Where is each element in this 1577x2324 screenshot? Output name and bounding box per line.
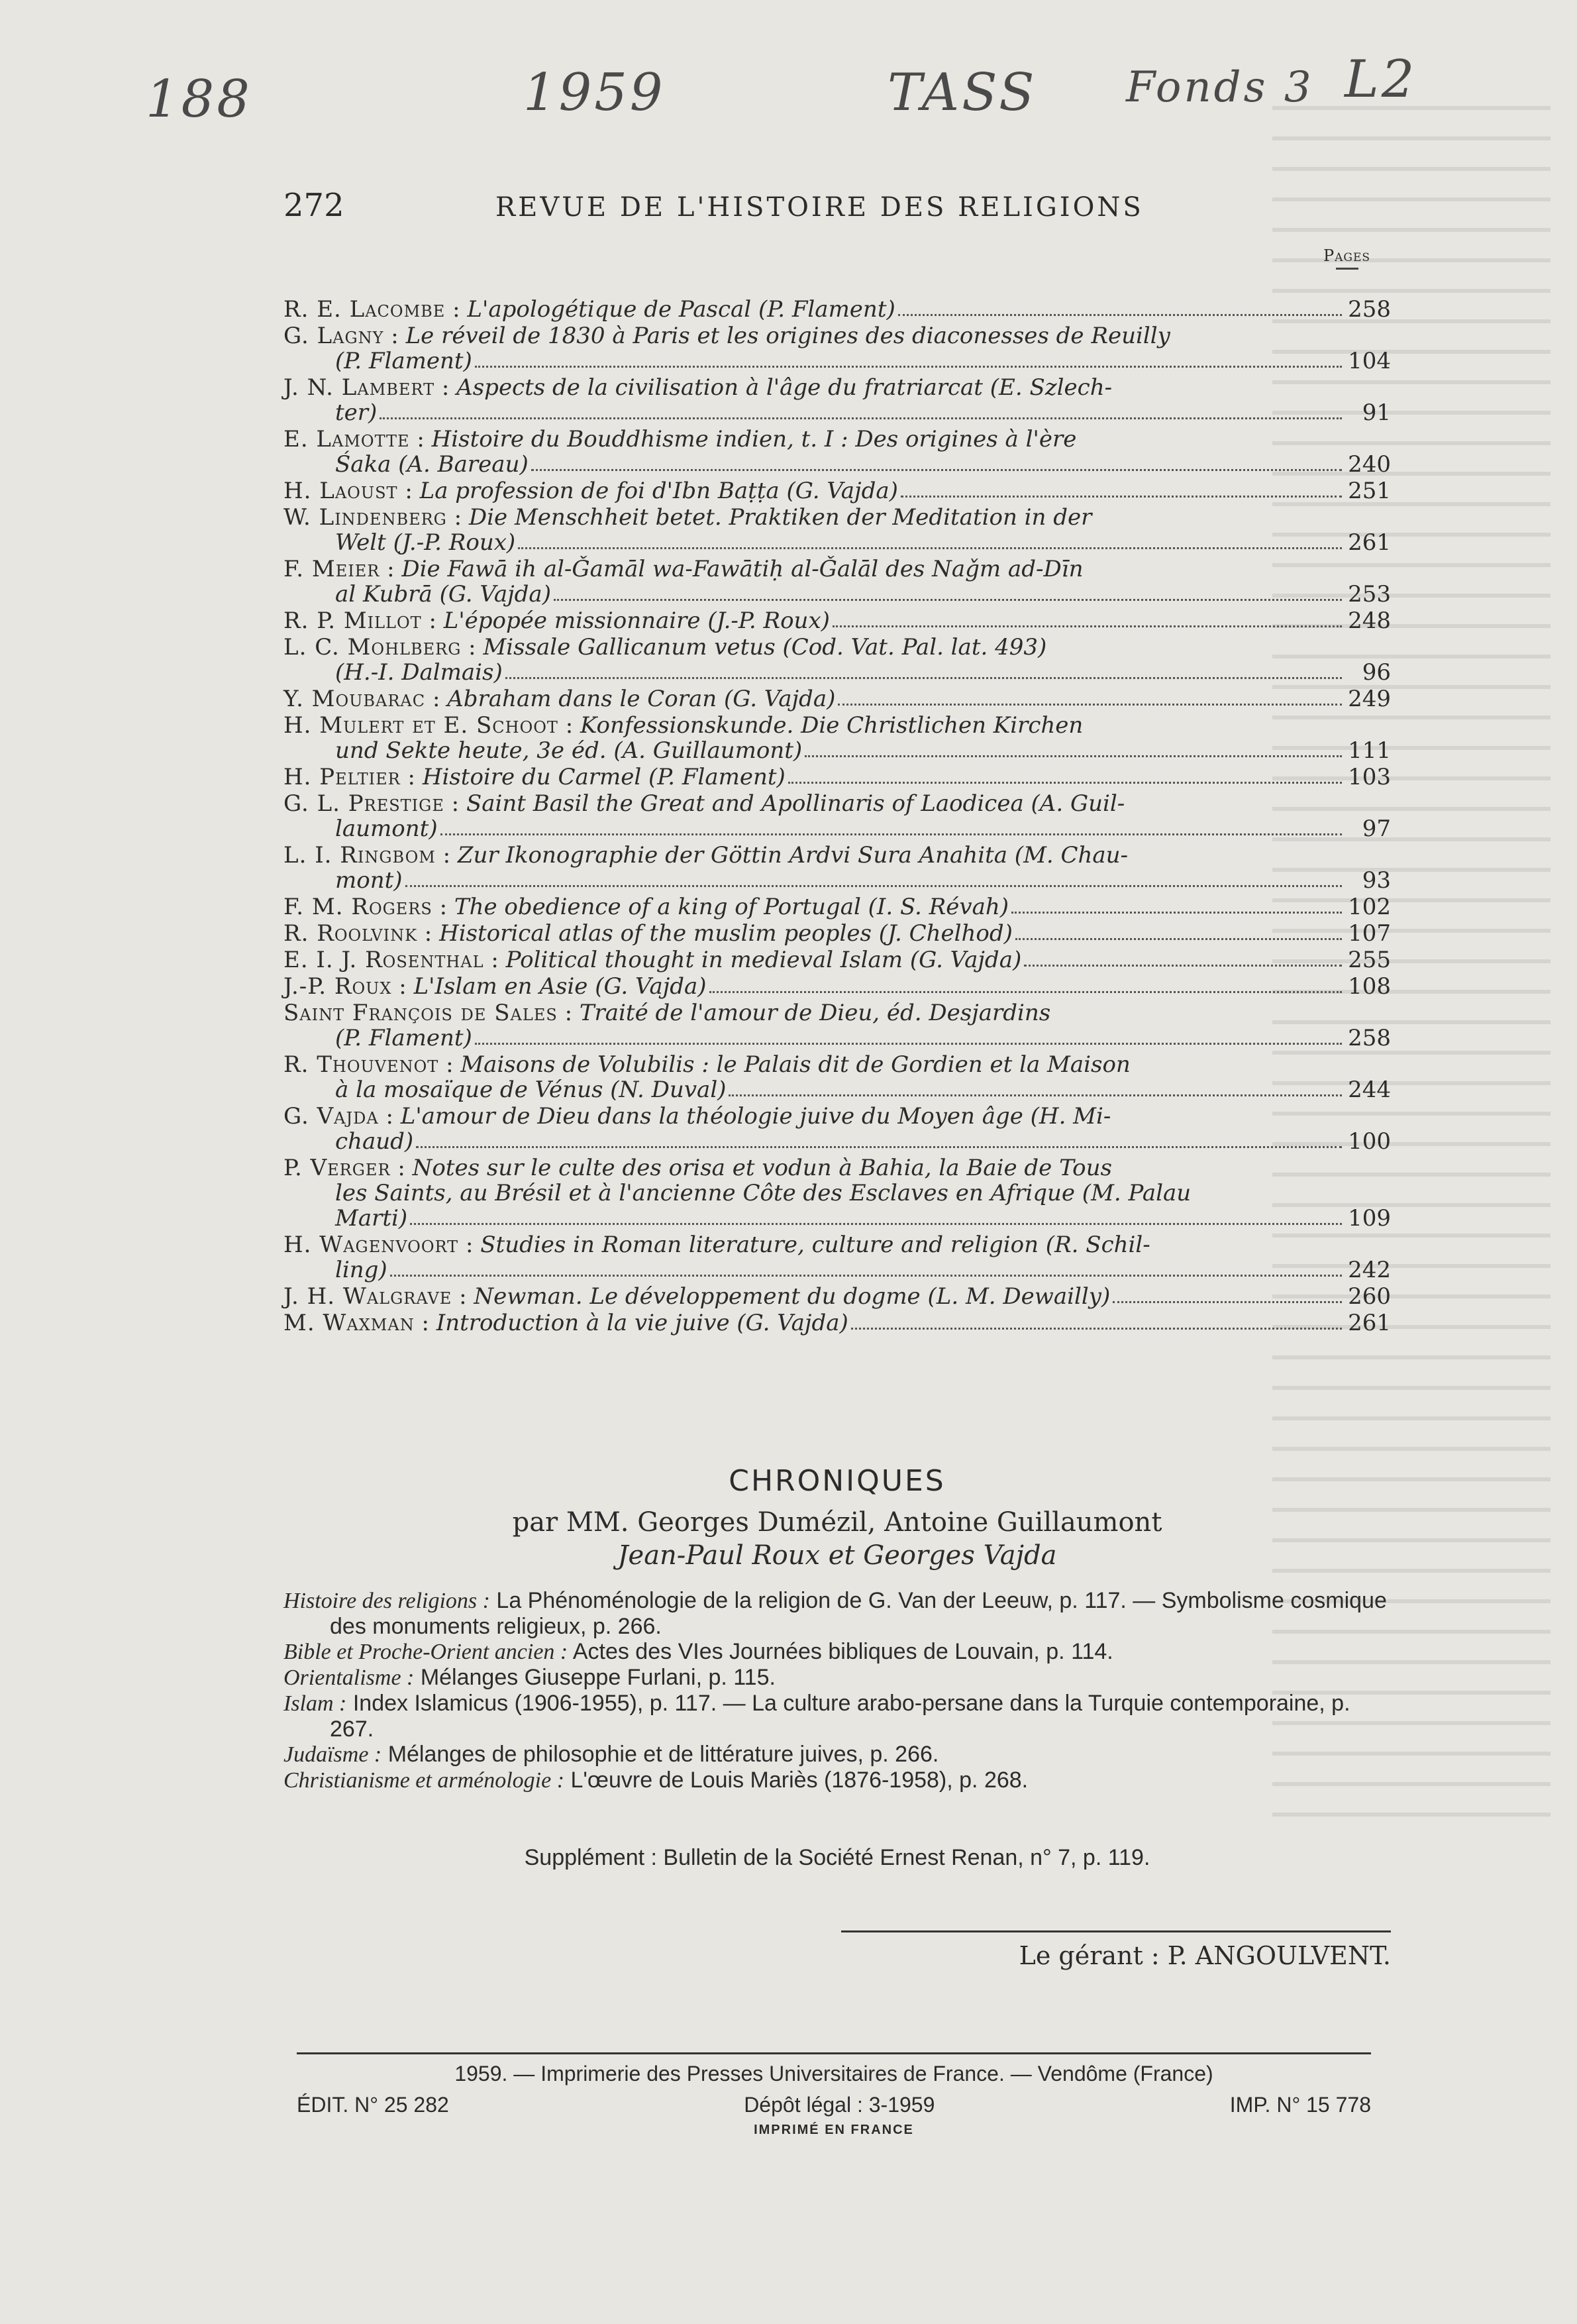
index-entry	[283, 1284, 1391, 1309]
separator: :	[378, 1103, 401, 1130]
running-title: REVUE DE L'HISTOIRE DES RELIGIONS	[495, 192, 1144, 223]
entry-title: Welt (J.-P. Roux)	[335, 529, 516, 556]
entry-author: J. N. Lambert	[283, 374, 435, 401]
entry-title: Historical atlas of the muslim peoples (J. Chelhod)	[439, 920, 1013, 947]
separator: :	[380, 556, 402, 582]
entry-line	[283, 894, 1391, 920]
entry-title: L'amour de Dieu dans la théologie juive du Moyen âge (H. Mi-	[400, 1103, 1111, 1130]
entry-title: ter)	[335, 399, 378, 426]
entry-line	[283, 1310, 1391, 1336]
entry-line	[283, 323, 1391, 348]
handwritten-annotations	[0, 50, 1577, 156]
entry-author: Y. Moubarac	[283, 686, 426, 712]
handwritten-note: L2	[1345, 50, 1417, 109]
leader-dots	[838, 697, 1342, 706]
separator: :	[438, 1051, 461, 1078]
entry-title: und Sekte heute, 3e éd. (A. Guillaumont)	[335, 737, 803, 764]
index-entry	[283, 1052, 1391, 1102]
leader-dots	[833, 619, 1342, 627]
edition-number: ÉDIT. N° 25 282	[297, 2093, 449, 2117]
separator: :	[558, 712, 581, 739]
chronique-item	[283, 1691, 1391, 1742]
leader-dots	[390, 1268, 1342, 1277]
leader-dots	[805, 749, 1342, 757]
entry-title: Marti)	[335, 1205, 408, 1232]
chronique-label: Judaïsme :	[283, 1742, 382, 1767]
chroniques-authors: par MM. Georges Dumézil, Antoine Guillaumont	[512, 1507, 1162, 1538]
pages-column-header	[1323, 246, 1370, 270]
handwritten-note: Fonds 3	[1126, 63, 1314, 112]
separator: :	[446, 504, 469, 531]
entry-title: Introduction à la vie juive (G. Vajda)	[436, 1310, 848, 1336]
entry-line	[283, 582, 1391, 607]
index-entry	[283, 765, 1391, 790]
index-entry	[283, 686, 1391, 712]
divider	[297, 2052, 1371, 2054]
entry-title: Aspects de la civilisation à l'âge du fratriarcat (E. Szlech-	[456, 374, 1113, 401]
chronique-label: Bible et Proche-Orient ancien :	[283, 1640, 568, 1664]
entry-page: 244	[1348, 1077, 1391, 1103]
chronique-item	[283, 1742, 1391, 1768]
leader-dots	[380, 411, 1342, 419]
entry-line	[283, 1104, 1391, 1129]
separator: :	[461, 634, 483, 660]
entry-author: R. Roolvink	[283, 920, 417, 947]
leader-dots	[554, 592, 1342, 601]
chronique-item	[283, 1588, 1391, 1639]
chronique-text: L'œuvre de Louis Mariès (1876-1958), p. 268.	[570, 1768, 1029, 1793]
leader-dots	[901, 489, 1342, 498]
entry-page: 258	[1348, 296, 1391, 323]
entry-line	[283, 635, 1391, 660]
index-entry	[283, 297, 1391, 322]
entry-line	[283, 713, 1391, 738]
entry-title: The obedience of a king of Portugal (I. S. Révah)	[454, 894, 1009, 920]
entry-line	[283, 921, 1391, 946]
index-entry	[283, 427, 1391, 477]
leader-dots	[440, 827, 1342, 835]
entry-title: L'apologétique de Pascal (P. Flament)	[467, 296, 895, 323]
entry-line	[283, 297, 1391, 322]
pages-label: Pages	[1323, 246, 1371, 265]
handwritten-note: TASS	[888, 63, 1037, 123]
entry-author: E. Lamotte	[283, 426, 410, 452]
entry-page: 249	[1348, 686, 1391, 712]
entry-page: 91	[1362, 399, 1391, 426]
entry-author: R. P. Millot	[283, 607, 422, 634]
entry-author: R. Thouvenot	[283, 1051, 439, 1078]
entry-line	[283, 738, 1391, 763]
index-entry	[283, 375, 1391, 425]
leader-dots	[410, 1216, 1342, 1225]
leader-dots	[1024, 958, 1342, 967]
entry-author: G. Vajda	[283, 1103, 379, 1130]
entry-page: 111	[1348, 737, 1391, 764]
entry-author: F. M. Rogers	[283, 894, 432, 920]
entry-page: 248	[1348, 607, 1391, 634]
chronique-item	[283, 1639, 1391, 1665]
separator: :	[458, 1232, 481, 1258]
legal-deposit: Dépôt légal : 3-1959	[744, 2093, 935, 2117]
handwritten-note: 188	[146, 70, 252, 129]
leader-dots	[405, 878, 1342, 887]
entry-title: (P. Flament)	[335, 348, 472, 374]
entry-page: 104	[1348, 348, 1391, 374]
entry-title: Maisons de Volubilis : le Palais dit de Gordien et la Maison	[460, 1051, 1131, 1078]
separator: :	[452, 1283, 474, 1310]
entry-page: 261	[1348, 1310, 1391, 1336]
separator: :	[391, 973, 414, 1000]
separator: :	[414, 1310, 436, 1336]
entry-page: 258	[1348, 1025, 1391, 1051]
entry-title: Political thought in medieval Islam (G. Vajda)	[505, 947, 1022, 973]
entry-page: 251	[1348, 478, 1391, 504]
entry-title: laumont)	[335, 816, 438, 842]
entry-line	[283, 1129, 1391, 1154]
entry-title: chaud)	[335, 1128, 414, 1155]
index-entry	[283, 1232, 1391, 1283]
index-entry	[283, 843, 1391, 893]
entry-title: Le réveil de 1830 à Paris et les origines des diaconesses de Reuilly	[405, 323, 1170, 349]
entry-author: H. Peltier	[283, 764, 401, 790]
index-entry	[283, 608, 1391, 633]
index-entry	[283, 1000, 1391, 1051]
entry-line	[283, 427, 1391, 452]
entry-author: J.-P. Roux	[283, 973, 392, 1000]
printer-footer	[297, 2062, 1371, 2138]
entry-title: Die Fawā ih al-Ǧamāl wa-Fawātiḥ al-Ǧalāl des Naǧm ad-Dīn	[401, 556, 1084, 582]
entry-line	[283, 1077, 1391, 1102]
chronique-text: La Phénoménologie de la religion de G. Van der Leeuw, p. 117. — Symbolisme cosmique des monuments religieux, p. 266.	[330, 1588, 1387, 1639]
entry-author: F. Meier	[283, 556, 380, 582]
chronique-item	[283, 1768, 1391, 1793]
separator: :	[434, 374, 457, 401]
leader-dots	[1015, 931, 1342, 940]
entry-page: 100	[1348, 1128, 1391, 1155]
entry-title: La profession de foi d'Ibn Baṭṭa (G. Vajda)	[419, 478, 898, 504]
entry-title: (P. Flament)	[335, 1025, 472, 1051]
entry-author: E. I. J. Rosenthal	[283, 947, 484, 973]
entry-author: R. E. Lacombe	[283, 296, 446, 323]
entry-author: Saint François de Sales	[283, 1000, 558, 1026]
index-entry	[283, 791, 1391, 841]
index-entry	[283, 894, 1391, 920]
entry-author: H. Wagenvoort	[283, 1232, 459, 1258]
index-entry	[283, 713, 1391, 763]
entry-page: 96	[1362, 659, 1391, 686]
separator: :	[421, 607, 444, 634]
chroniques-list	[283, 1588, 1391, 1793]
entry-page: 97	[1362, 816, 1391, 842]
separator: :	[425, 686, 448, 712]
entry-title: al Kubrā (G. Vajda)	[335, 581, 551, 607]
entry-line	[283, 478, 1391, 503]
entry-line	[283, 375, 1391, 400]
entry-line	[283, 1026, 1391, 1051]
chronique-text: Actes des VIes Journées bibliques de Louvain, p. 114.	[572, 1639, 1113, 1664]
leader-dots	[518, 541, 1342, 549]
entry-line	[283, 974, 1391, 999]
entry-line	[283, 791, 1391, 816]
entry-author: H. Laoust	[283, 478, 398, 504]
entry-title: Konfessionskunde. Die Christlichen Kirchen	[580, 712, 1084, 739]
printer-line: 1959. — Imprimerie des Presses Universitaires de France. — Vendôme (France)	[454, 2062, 1213, 2086]
review-index-list	[283, 297, 1391, 1337]
entry-title: ling)	[335, 1257, 387, 1283]
entry-line	[283, 843, 1391, 868]
chroniques-authors-continued: Jean-Paul Roux et Georges Vajda	[617, 1540, 1057, 1571]
entry-author: M. Waxman	[283, 1310, 415, 1336]
entry-page: 107	[1348, 920, 1391, 947]
entry-title: Missale Gallicanum vetus (Cod. Vat. Pal. lat. 493)	[483, 634, 1047, 660]
entry-title: Histoire du Carmel (P. Flament)	[422, 764, 786, 790]
entry-line	[283, 1232, 1391, 1257]
leader-dots	[898, 307, 1342, 316]
handwritten-note: 1959	[523, 63, 666, 123]
entry-line	[283, 608, 1391, 633]
entry-author: P. Verger	[283, 1155, 391, 1181]
leader-dots	[729, 1088, 1342, 1096]
leader-dots	[1011, 905, 1342, 914]
page-number: 272	[283, 187, 344, 224]
entry-line	[283, 1155, 1391, 1181]
entry-title: L'épopée missionnaire (J.-P. Roux)	[443, 607, 830, 634]
entry-title: Newman. Le développement du dogme (L. M. Dewailly)	[474, 1283, 1111, 1310]
index-entry	[283, 1310, 1391, 1336]
chronique-text: Mélanges Giuseppe Furlani, p. 115.	[420, 1665, 776, 1690]
chroniques-section	[283, 1464, 1391, 1793]
chronique-text: Index Islamicus (1906-1955), p. 117. — La culture arabo-persane dans la Turquie contemporaine, p. 267.	[330, 1691, 1350, 1742]
separator: :	[390, 1155, 413, 1181]
entry-title: Abraham dans le Coran (G. Vajda)	[447, 686, 836, 712]
entry-line	[283, 452, 1391, 477]
entry-title: les Saints, au Brésil et à l'ancienne Côte des Esclaves en Afrique (M. Palau	[335, 1180, 1192, 1206]
chronique-label: Orientalisme :	[283, 1665, 415, 1690]
print-number: IMP. N° 15 778	[1229, 2093, 1371, 2117]
index-entry	[283, 921, 1391, 946]
entry-author: L. C. Mohlberg	[283, 634, 462, 660]
entry-line	[283, 947, 1391, 973]
index-entry	[283, 505, 1391, 555]
leader-dots	[505, 670, 1342, 679]
entry-line	[283, 1284, 1391, 1309]
legal-line	[297, 2093, 1371, 2117]
separator: :	[445, 296, 468, 323]
entry-page: 260	[1348, 1283, 1391, 1310]
separator: :	[557, 1000, 580, 1026]
entry-title: Śaka (A. Bareau)	[335, 451, 529, 478]
divider	[841, 1930, 1391, 1932]
leader-dots	[475, 1036, 1342, 1045]
leader-dots	[788, 775, 1342, 784]
entry-author: L. I. Ringbom	[283, 842, 436, 869]
entry-page: 103	[1348, 764, 1391, 790]
leader-dots	[475, 359, 1342, 368]
entry-title: à la mosaïque de Vénus (N. Duval)	[335, 1077, 727, 1103]
entry-page: 102	[1348, 894, 1391, 920]
entry-title: Zur Ikonographie der Göttin Ardvi Sura Anahita (M. Chau-	[457, 842, 1129, 869]
entry-page: 242	[1348, 1257, 1391, 1283]
entry-line	[283, 1257, 1391, 1283]
entry-title: Traité de l'amour de Dieu, éd. Desjardins	[579, 1000, 1051, 1026]
entry-page: 93	[1362, 867, 1391, 894]
leader-dots	[531, 462, 1342, 471]
entry-line	[283, 660, 1391, 685]
separator: :	[432, 894, 454, 920]
entry-line	[283, 765, 1391, 790]
entry-line	[283, 348, 1391, 374]
separator: :	[444, 790, 466, 817]
separator: :	[409, 426, 432, 452]
entry-page: 261	[1348, 529, 1391, 556]
separator: :	[400, 764, 423, 790]
pages-divider	[1336, 268, 1358, 270]
index-entry	[283, 556, 1391, 607]
entry-title: Saint Basil the Great and Apollinaris of Laodicea (A. Guil-	[466, 790, 1125, 817]
entry-line	[283, 868, 1391, 893]
index-entry	[283, 1155, 1391, 1231]
entry-line	[283, 1000, 1391, 1026]
entry-title: Studies in Roman literature, culture and religion (R. Schil-	[480, 1232, 1150, 1258]
entry-author: G. Lagny	[283, 323, 384, 349]
index-entry	[283, 974, 1391, 999]
gerant-signature: Le gérant : P. ANGOULVENT.	[1019, 1941, 1391, 1970]
entry-author: G. L. Prestige	[283, 790, 444, 817]
entry-page: 108	[1348, 973, 1391, 1000]
entry-line	[283, 530, 1391, 555]
section-title: CHRONIQUES	[729, 1464, 946, 1498]
chronique-text: Mélanges de philosophie et de littérature juives, p. 266.	[387, 1742, 939, 1767]
page-header	[283, 187, 1390, 233]
leader-dots	[851, 1321, 1342, 1330]
entry-page: 240	[1348, 451, 1391, 478]
entry-title: Notes sur le culte des orisa et vodun à Bahia, la Baie de Tous	[412, 1155, 1112, 1181]
entry-title: (H.-I. Dalmais)	[335, 659, 503, 686]
leader-dots	[1113, 1294, 1342, 1303]
printed-in-france: IMPRIMÉ EN FRANCE	[754, 2123, 914, 2137]
entry-page: 253	[1348, 581, 1391, 607]
separator: :	[435, 842, 458, 869]
entry-title: mont)	[335, 867, 403, 894]
separator: :	[483, 947, 506, 973]
entry-line	[283, 1206, 1391, 1231]
index-entry	[283, 478, 1391, 503]
separator: :	[397, 478, 420, 504]
entry-line	[283, 400, 1391, 425]
entry-line	[283, 816, 1391, 841]
entry-title: Histoire du Bouddhisme indien, t. I : Des origines à l'ère	[431, 426, 1077, 452]
chronique-label: Islam :	[283, 1691, 347, 1716]
entry-author: W. Lindenberg	[283, 504, 447, 531]
leader-dots	[709, 984, 1342, 993]
entry-title: L'Islam en Asie (G. Vajda)	[413, 973, 707, 1000]
chronique-label: Histoire des religions :	[283, 1589, 490, 1613]
entry-line	[283, 505, 1391, 530]
index-entry	[283, 947, 1391, 973]
chronique-label: Christianisme et arménologie :	[283, 1768, 565, 1793]
entry-page: 109	[1348, 1205, 1391, 1232]
entry-author: H. Mulert et E. Schoot	[283, 712, 558, 739]
entry-author: J. H. Walgrave	[283, 1283, 452, 1310]
entry-line	[283, 556, 1391, 582]
supplement-note: Supplément : Bulletin de la Société Ernest Renan, n° 7, p. 119.	[524, 1845, 1150, 1870]
index-entry	[283, 323, 1391, 374]
separator: :	[383, 323, 406, 349]
chronique-item	[283, 1665, 1391, 1691]
entry-line	[283, 686, 1391, 712]
index-entry	[283, 635, 1391, 685]
entry-line	[283, 1181, 1391, 1206]
separator: :	[417, 920, 440, 947]
entry-line	[283, 1052, 1391, 1077]
index-entry	[283, 1104, 1391, 1154]
entry-page: 255	[1348, 947, 1391, 973]
entry-title: Die Menschheit betet. Praktiken der Meditation in der	[468, 504, 1092, 531]
leader-dots	[416, 1139, 1342, 1148]
